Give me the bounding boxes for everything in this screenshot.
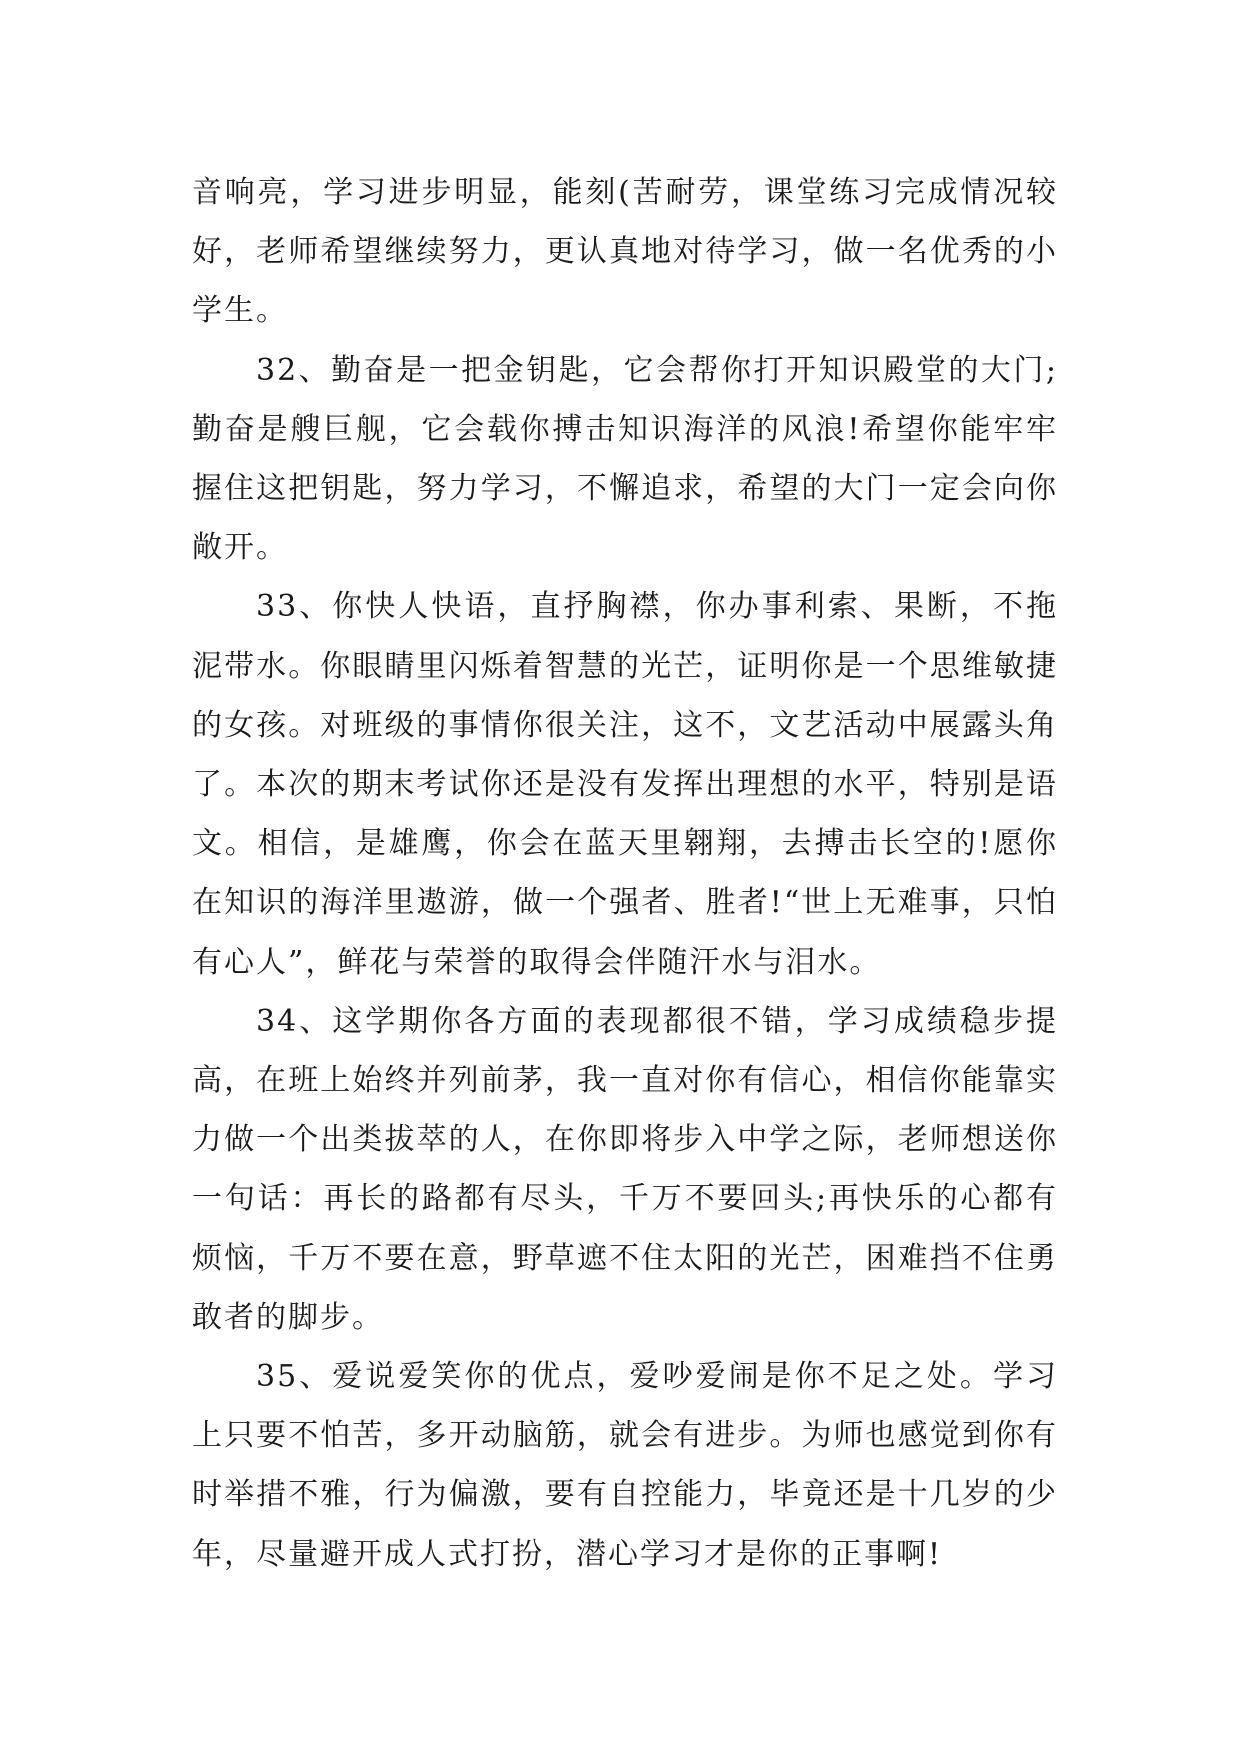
paragraph-33: 33、你快人快语，直抒胸襟，你办事利索、果断，不拖泥带水。你眼睛里闪烁着智慧的光芒，证明你是一个思维敏捷的女孩。对班级的事情你很关注，这不，文艺活动中展露头角了。本次的期末考试你还是没有发挥出理想的水平，特别是语文。相信，是雄鹰，你会在蓝天里翱翔，去搏击长空的!愿你在知识的海洋里遨游，做一个强者、胜者!“世上无难事，只怕有心人”，鲜花与荣誉的取得会伴随汗水与泪水。 <box>192 589 1058 980</box>
document-body <box>192 163 1058 1584</box>
paragraph-34: 34、这学期你各方面的表现都很不错，学习成绩稳步提高，在班上始终并列前茅，我一直对你有信心，相信你能靠实力做一个出类拔萃的人，在你即将步入中学之际，老师想送你一句话：再长的路都有尽头，千万不要回头;再快乐的心都有烦恼，千万不要在意，野草遮不住太阳的光芒，困难挡不住勇敢者的脚步。 <box>192 1003 1058 1335</box>
paragraph-continuation: 音响亮，学习进步明显，能刻(苦耐劳，课堂练习完成情况较好，老师希望继续努力，更认真地对待学习，做一名优秀的小学生。 <box>192 175 1058 329</box>
paragraph-35: 35、爱说爱笑你的优点，爱吵爱闹是你不足之处。学习上只要不怕苦，多开动脑筋，就会有进步。为师也感觉到你有时举措不雅，行为偏激，要有自控能力，毕竟还是十几岁的少年，尽量避开成人式打扮，潜心学习才是你的正事啊! <box>192 1359 1058 1572</box>
paragraph-32: 32、勤奋是一把金钥匙，它会帮你打开知识殿堂的大门;勤奋是艘巨舰，它会载你搏击知识海洋的风浪!希望你能牢牢握住这把钥匙，努力学习，不懈追求，希望的大门一定会向你敞开。 <box>192 352 1058 566</box>
